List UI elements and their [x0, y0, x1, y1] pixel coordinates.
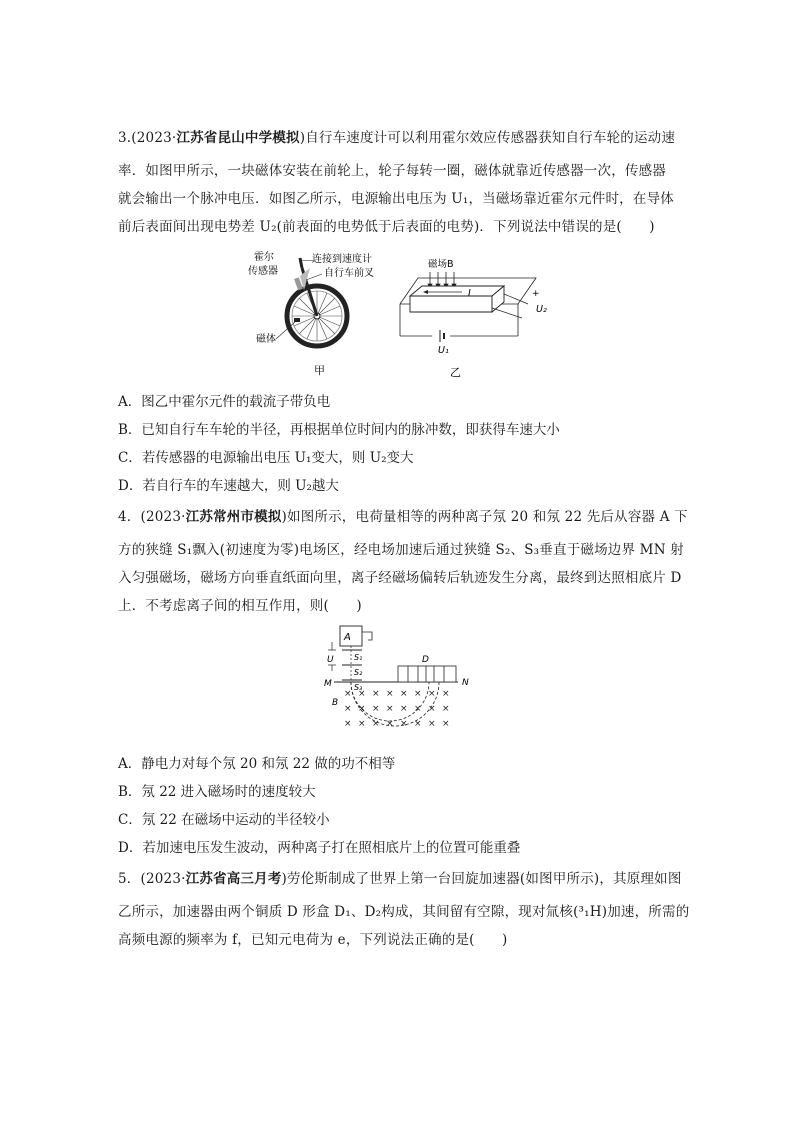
field-cross: ×	[400, 704, 408, 714]
caption-jia: 甲	[314, 364, 325, 377]
q3-option-b: B．已知自行车车轮的半径，再根据单位时间内的脉冲数，即获得车速大小	[118, 422, 560, 438]
label-a: A	[344, 632, 351, 643]
field-cross: ×	[386, 704, 394, 714]
field-cross: ×	[442, 704, 450, 714]
label-d: D	[422, 655, 429, 665]
q4-option-a: A．静电力对每个氖 20 和氖 22 做的功不相等	[118, 756, 396, 772]
q3-figure-bicycle-wheel	[240, 248, 400, 380]
label-current: I	[468, 288, 471, 299]
hall-plate-icon	[410, 286, 504, 312]
field-cross: ×	[344, 689, 352, 699]
label-connect: 连接到速度计	[312, 254, 372, 265]
field-cross: ×	[428, 689, 436, 699]
field-cross: ×	[372, 689, 380, 699]
field-cross: ×	[358, 704, 366, 714]
field-cross: ×	[414, 689, 422, 699]
label-u: U	[327, 655, 334, 665]
field-cross: ×	[386, 689, 394, 699]
field-cross: ×	[358, 689, 366, 699]
q4-line-1: 4．(2023·江苏常州市模拟)如图所示，电荷量相等的两种离子氖 20 和氖 22 先后从容器 A 下	[118, 509, 688, 525]
label-plus: +	[532, 289, 540, 299]
battery-icon	[432, 330, 450, 342]
field-cross: ×	[414, 719, 422, 729]
label-field: 磁场B	[428, 259, 454, 270]
field-cross: ×	[442, 689, 450, 699]
field-cross: ×	[344, 719, 352, 729]
q3-line-2: 率．如图甲所示，一块磁体安装在前轮上，轮子每转一圈，磁体就靠近传感器一次，传感器	[118, 163, 666, 179]
magnetic-field-crosses-icon	[344, 689, 450, 729]
field-cross: ×	[358, 719, 366, 729]
q5-line-2: 乙所示，加速器由两个铜质 D 形盒 D₁、D₂构成，其间留有空隙，现对氚核(³₁H)加速，所需的	[118, 904, 690, 920]
label-magnet: 磁体	[256, 334, 276, 345]
field-cross: ×	[400, 719, 408, 729]
label-u2: U₂	[536, 304, 547, 315]
photo-plate-icon	[398, 666, 456, 682]
label-b: B	[332, 698, 339, 708]
field-cross: ×	[428, 719, 436, 729]
field-cross: ×	[372, 704, 380, 714]
field-cross: ×	[400, 689, 408, 699]
caption-yi: 乙	[450, 366, 461, 379]
field-cross: ×	[442, 719, 450, 729]
label-s3: S₃	[354, 683, 363, 692]
label-hall-2: 传感器	[248, 266, 278, 277]
field-cross: ×	[428, 704, 436, 714]
q4-figure-mass-spectrometer	[318, 622, 478, 740]
field-cross: ×	[372, 719, 380, 729]
q4-option-c: C．氖 22 在磁场中运动的半径较小	[118, 812, 330, 828]
q3-option-c: C．若传感器的电源输出电压 U₁变大，则 U₂变大	[118, 450, 414, 466]
q3-line-1: 3.(2023·江苏省昆山中学模拟)自行车速度计可以利用霍尔效应传感器获知自行车轮的运动速	[118, 130, 676, 146]
field-cross: ×	[386, 719, 394, 729]
label-fork: 自行车前叉	[324, 268, 374, 279]
q3-option-d: D．若自行车的车速越大，则 U₂越大	[118, 478, 339, 494]
label-s1: S₁	[354, 653, 363, 662]
q5-source: 江苏省高三月考	[185, 871, 282, 887]
trajectory-neon20	[351, 682, 429, 721]
field-cross: ×	[344, 704, 352, 714]
label-s2: S₂	[354, 668, 363, 677]
label-n: N	[462, 678, 469, 688]
q3-option-a: A．图乙中霍尔元件的载流子带负电	[118, 394, 331, 410]
q3-line-4: 前后表面间出现电势差 U₂(前表面的电势低于后表面的电势)．下列说法中错误的是( )	[118, 219, 655, 235]
q3-source: 江苏省昆山中学模拟	[176, 130, 300, 146]
q3-line-3: 就会输出一个脉冲电压．如图乙所示，电源输出电压为 U₁，当磁场靠近霍尔元件时，在导体	[118, 191, 674, 207]
q4-line-3: 入匀强磁场，磁场方向垂直纸面向里，离子经磁场偏转后轨迹发生分离，最终到达照相底片 D	[118, 570, 682, 586]
q4-source: 江苏常州市模拟	[185, 509, 282, 525]
q3-figure-hall-circuit	[392, 256, 564, 380]
label-m: M	[324, 679, 332, 689]
q5-line-1: 5．(2023·江苏省高三月考)劳伦斯制成了世界上第一台回旋加速器(如图甲所示)，其原理如图	[118, 871, 682, 887]
q4-line-4: 上．不考虑离子间的相互作用，则( )	[118, 598, 362, 614]
magnet-icon	[294, 318, 300, 322]
q5-line-3: 高频电源的频率为 f，已知元电荷为 e，下列说法正确的是( )	[118, 932, 508, 948]
q4-option-b: B．氖 22 进入磁场时的速度较大	[118, 784, 316, 800]
field-cross: ×	[414, 704, 422, 714]
q4-line-2: 方的狭缝 S₁飘入(初速度为零)电场区，经电场加速后通过狭缝 S₂、S₃垂直于磁场边界 MN 射	[118, 542, 684, 558]
q4-option-d: D．若加速电压发生波动，两种离子打在照相底片上的位置可能重叠	[118, 840, 521, 856]
label-hall-1: 霍尔	[254, 252, 274, 263]
label-u1: U₁	[438, 345, 449, 356]
